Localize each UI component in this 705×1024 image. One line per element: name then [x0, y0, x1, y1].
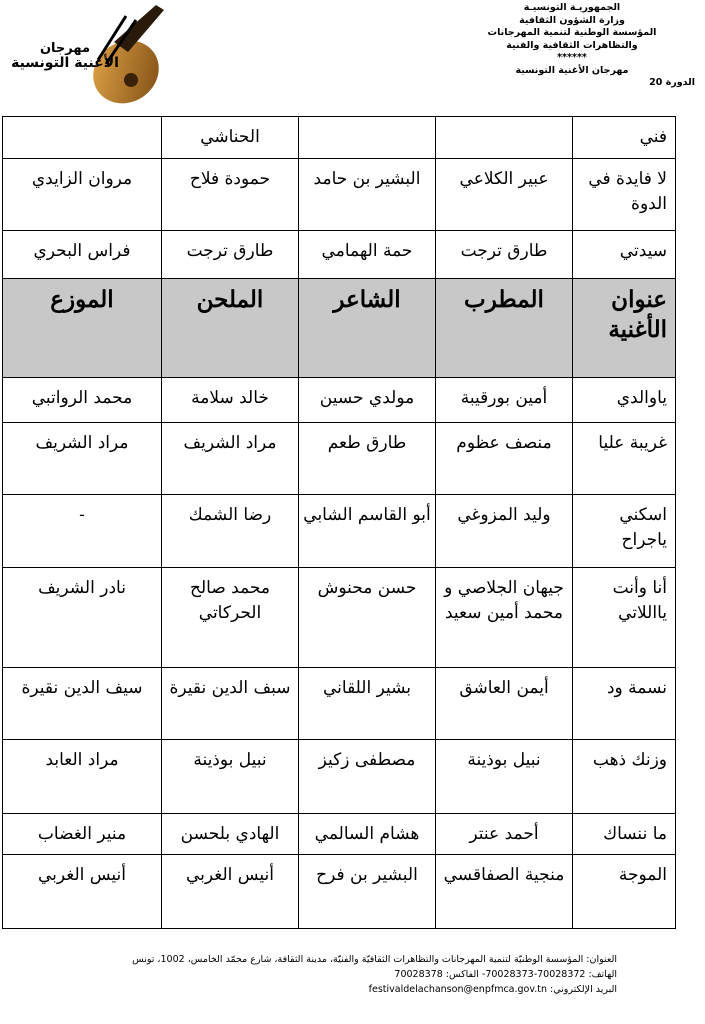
- composer-cell: أنيس الغربي: [162, 855, 299, 929]
- song-title-cell: أنا وأنت يااللاتي: [573, 568, 676, 668]
- table-row: [3, 740, 676, 814]
- footer-email[interactable]: festivaldelachanson@enpfmca.gov.tn: [368, 984, 548, 995]
- composer-cell: نبيل بوذينة: [162, 740, 299, 814]
- header-song-title: عنوان الأغنية: [573, 279, 676, 378]
- song-title-cell: وزنك ذهب: [573, 740, 676, 814]
- logo-title: [10, 42, 120, 70]
- song-title-cell: لا فايدة في الدوة: [573, 159, 676, 231]
- ministry-name: وزارة الشؤون الثقافية: [519, 14, 625, 26]
- distributor-cell: -: [3, 495, 162, 568]
- composer-cell: مراد الشريف: [162, 423, 299, 495]
- festival-name: مهرجان الأغنية التونسية: [515, 64, 629, 76]
- song-title-cell: ما ننساك: [573, 814, 676, 855]
- republic-name: الجمهوريـة التونسيـة: [523, 2, 621, 13]
- singer-cell: جيهان الجلاصي و محمد أمين سعيد: [436, 568, 573, 668]
- songs-table-top-rows: [3, 117, 676, 279]
- table-row: [3, 668, 676, 740]
- singer-cell: منجية الصفاقسي: [436, 855, 573, 929]
- institution-name-line-1: المؤسسة الوطنية لتنمية المهرجانات: [487, 27, 657, 38]
- header-distributor: الموزع: [3, 279, 162, 378]
- composer-cell: الحناشي: [162, 117, 299, 159]
- singer-cell: أمين بورقيبة: [436, 378, 573, 423]
- composer-cell: طارق ترجت: [162, 231, 299, 279]
- songs-table-header: [3, 279, 676, 378]
- composer-cell: محمد صالح الحركاتي: [162, 568, 299, 668]
- poet-cell: البشير بن حامد: [299, 159, 436, 231]
- footer-contact: [17, 952, 617, 997]
- distributor-cell: منير الغضاب: [3, 814, 162, 855]
- distributor-cell: مراد العابد: [3, 740, 162, 814]
- singer-cell: أيمن العاشق: [436, 668, 573, 740]
- poet-cell: مولدي حسين: [299, 378, 436, 423]
- festival-logo: [6, 2, 176, 107]
- poet-cell: أبو القاسم الشابي: [299, 495, 436, 568]
- logo-line-2: الأغنية التونسية: [11, 54, 119, 71]
- song-title-cell: ياوالدي: [573, 378, 676, 423]
- table-row: [3, 378, 676, 423]
- table-row: [3, 568, 676, 668]
- distributor-cell: مراد الشريف: [3, 423, 162, 495]
- singer-cell: وليد المزوغي: [436, 495, 573, 568]
- table-row: [3, 423, 676, 495]
- letterhead: [447, 2, 697, 90]
- song-title-cell: سيدتي: [573, 231, 676, 279]
- table-row: [3, 814, 676, 855]
- song-title-cell: فني: [573, 117, 676, 159]
- singer-cell: نبيل بوذينة: [436, 740, 573, 814]
- poet-cell: حمة الهمامي: [299, 231, 436, 279]
- table-row: [3, 495, 676, 568]
- song-title-cell: اسكني ياجراح: [573, 495, 676, 568]
- poet-cell: [299, 117, 436, 159]
- poet-cell: حسن محنوش: [299, 568, 436, 668]
- singer-cell: أحمد عنتر: [436, 814, 573, 855]
- distributor-cell: مروان الزايدي: [3, 159, 162, 231]
- song-title-cell: الموجة: [573, 855, 676, 929]
- table-row: [3, 117, 676, 159]
- singer-cell: [436, 117, 573, 159]
- footer-address: العنوان: المؤسسة الوطنيّة لتنمية المهرجانات والتظاهرات الثقافيّة والفنيّة، مدينة الثقافة، شارع محمّد الخامس، 1002، تونس: [132, 954, 617, 965]
- poet-cell: البشير بن فرح: [299, 855, 436, 929]
- distributor-cell: محمد الرواتبي: [3, 378, 162, 423]
- distributor-cell: فراس البحري: [3, 231, 162, 279]
- distributor-cell: [3, 117, 162, 159]
- composer-cell: حمودة فلاح: [162, 159, 299, 231]
- distributor-cell: نادر الشريف: [3, 568, 162, 668]
- distributor-cell: أنيس الغربي: [3, 855, 162, 929]
- composer-cell: رضا الشمك: [162, 495, 299, 568]
- songs-table-rows: [3, 378, 676, 929]
- songs-table: [2, 116, 676, 929]
- composer-cell: سبف الدين نقيرة: [162, 668, 299, 740]
- table-row: [3, 231, 676, 279]
- edition-number: الدورة 20: [649, 77, 695, 88]
- footer-phone: الهاتف: 70028372-70028373- الفاكس: 70028378: [394, 969, 617, 980]
- poet-cell: طارق طعم: [299, 423, 436, 495]
- singer-cell: عبير الكلاعي: [436, 159, 573, 231]
- header-singer: المطرب: [436, 279, 573, 378]
- singer-cell: منصف عظوم: [436, 423, 573, 495]
- composer-cell: الهادي بلحسن: [162, 814, 299, 855]
- logo-line-1: مهرجان: [39, 41, 91, 56]
- footer-email-line: [17, 982, 617, 997]
- footer-email-label: البريد الإلكتروني:: [550, 984, 617, 995]
- poet-cell: مصطفى زكيز: [299, 740, 436, 814]
- distributor-cell: سيف الدين نقيرة: [3, 668, 162, 740]
- table-row: [3, 159, 676, 231]
- institution-name-line-2: والتظاهرات الثقافية والفنية: [506, 39, 638, 51]
- header-poet: الشاعر: [299, 279, 436, 378]
- song-title-cell: نسمة ود: [573, 668, 676, 740]
- header-composer: الملحن: [162, 279, 299, 378]
- poet-cell: هشام السالمي: [299, 814, 436, 855]
- table-row: [3, 855, 676, 929]
- poet-cell: بشير اللقاني: [299, 668, 436, 740]
- composer-cell: خالد سلامة: [162, 378, 299, 423]
- singer-cell: طارق ترجت: [436, 231, 573, 279]
- stars-separator: ******: [557, 52, 587, 63]
- song-title-cell: غريبة عليا: [573, 423, 676, 495]
- table-header-row: [3, 279, 676, 378]
